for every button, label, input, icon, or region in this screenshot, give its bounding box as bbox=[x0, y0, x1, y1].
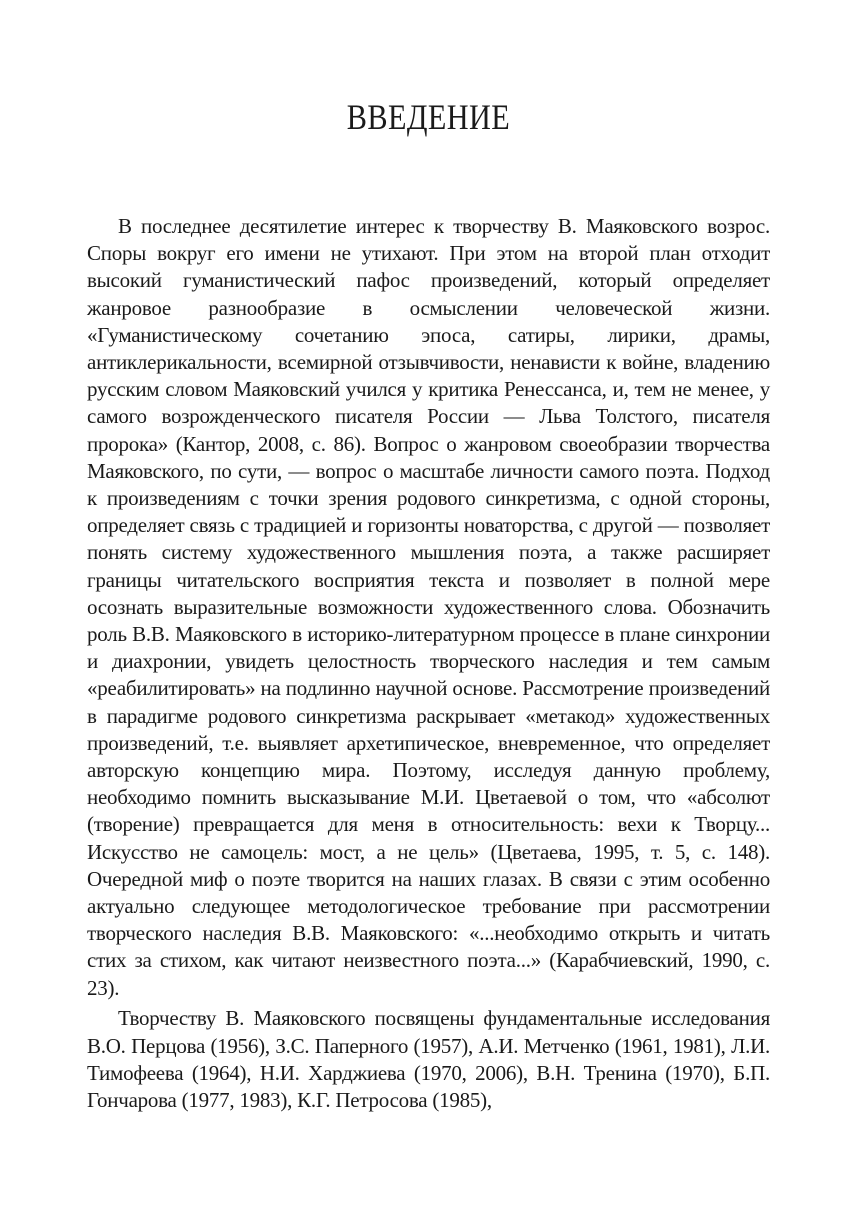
paragraph-intro: В последнее десятилетие интерес к творчеству В. Маяковского возрос. Споры вокруг его имени не утихают. При этом на второй план отходит высокий гуманистический пафос произведений, который определяет жанровое разнообразие в осмыслении человеческой жизни. «Гуманистическому сочетанию эпоса, сатиры, лирики, драмы, антиклерикальности, всемирной отзывчивости, ненависти к войне, владению русским словом Маяковский учился у критика Ренессанса, и, тем не менее, у самого возрожденческого писателя России — Льва Толстого, писателя пророка» (Кантор, 2008, с. 86). Вопрос о жанровом своеобразии творчества Маяковского, по сути, — вопрос о масштабе личности самого поэта. Подход к произведениям с точки зрения родового синкретизма, с одной стороны, определяет связь с традицией и горизонты новаторства, с другой — позволяет понять систему художественного мышления поэта, а также расширяет границы читательского восприятия текста и позволяет в полной мере осознать выразительные возможности художественного слова. Обозначить роль В.В. Маяковского в историко-литературном процессе в плане синхронии и диахронии, увидеть целостность творческого наследия и тем самым «реабилитировать» на подлинно научной основе. Рассмотрение произведений в парадигме родового синкретизма раскрывает «метакод» художественных произведений, т.е. выявляет архетипическое, вневременное, что определяет авторскую концепцию мира. Поэтому, исследуя данную проблему, необходимо помнить высказывание М.И. Цветаевой о том, что «абсолют (творение) превращается для меня в относительность: вехи к Творцу... Искусство не самоцель: мост, а не цель» (Цветаева, 1995, т. 5, с. 148). Очередной миф о поэте творится на наших глазах. В связи с этим особенно актуально следующее методологическое требование при рассмотрении творческого наследия В.В. Маяковского: «...необходимо открыть и читать стих за стихом, как читают неизвестного поэта...» (Карабчиевский, 1990, с. 23). bbox=[87, 214, 770, 1000]
document-body bbox=[87, 213, 770, 1114]
paragraph-research: Творчеству В. Маяковского посвящены фундаментальные исследования В.О. Перцова (1956), З.С. Паперного (1957), А.И. Метченко (1961, 1981), Л.И. Тимофеева (1964), Н.И. Харджиева (1970, 2006), В.Н. Тренина (1970), Б.П. Гончарова (1977, 1983), К.Г. Петросова (1985), bbox=[87, 1006, 770, 1112]
page-title: ВВЕДЕНИЕ bbox=[346, 97, 511, 138]
